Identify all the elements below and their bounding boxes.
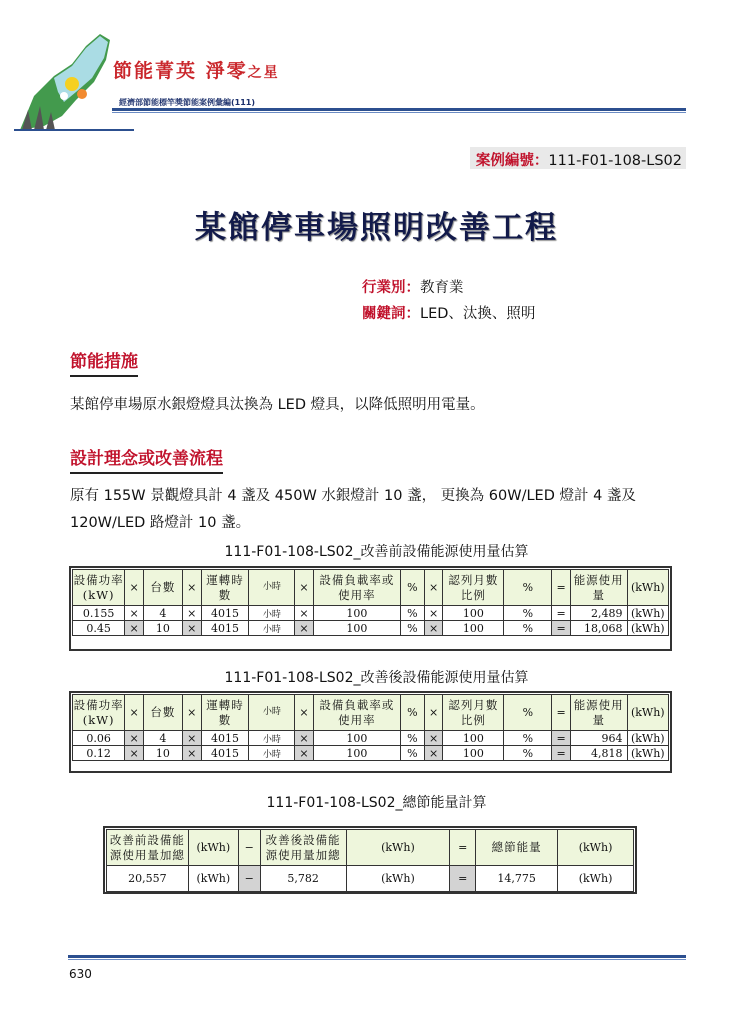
header-times: × <box>424 695 443 731</box>
table-before <box>72 569 669 636</box>
cell-recognition: 100 <box>443 606 504 621</box>
cell-hour-unit: 小時 <box>249 621 295 636</box>
table-row <box>73 731 669 746</box>
header-subtitle: 經濟部節能標竿獎節能案例彙編(111) <box>119 98 256 107</box>
cell-load: 100 <box>313 731 400 746</box>
page-number: 630 <box>69 967 92 981</box>
footer-rule <box>68 955 686 958</box>
cell-kwh: (kWh) <box>627 621 668 636</box>
header-equals: = <box>552 570 571 606</box>
cell-hours: 4015 <box>201 746 249 761</box>
cell-units: 10 <box>143 746 182 761</box>
section-heading-measures: 節能措施 <box>70 347 138 377</box>
cell-times: × <box>125 621 144 636</box>
header-power: 設備功率(kW) <box>73 695 125 731</box>
header-times: × <box>183 570 202 606</box>
header-kwh: (kWh) <box>627 695 668 731</box>
header-kwh: (kWh) <box>346 830 450 866</box>
table-header-row <box>73 695 669 731</box>
header-units: 台數 <box>143 695 182 731</box>
header-hour-unit: 小時 <box>249 570 295 606</box>
design-text-line-1: 原有 155W 景觀燈具計 4 盞及 450W 水銀燈計 10 盞， 更換為 60W/LED 燈計 4 盞及 <box>70 488 636 504</box>
cell-hour-unit: 小時 <box>249 606 295 621</box>
cell-times: × <box>424 746 443 761</box>
header-kwh: (kWh) <box>188 830 238 866</box>
header-times: × <box>424 570 443 606</box>
header-equals: = <box>450 830 476 866</box>
cell-percent: % <box>400 621 424 636</box>
table-total <box>106 829 634 892</box>
cell-times: × <box>183 731 202 746</box>
table-header-row <box>107 830 634 866</box>
header-load: 設備負載率或使用率 <box>313 695 400 731</box>
cell-times: × <box>295 621 314 636</box>
keywords-label: 關鍵詞： <box>362 306 420 322</box>
cell-equals: = <box>552 621 571 636</box>
table-after-caption: 111-F01-108-LS02_改善後設備能源使用量估算 <box>224 670 529 686</box>
cell-kwh: (kWh) <box>188 866 238 892</box>
cell-times: × <box>424 621 443 636</box>
header-hours: 運轉時數 <box>201 695 249 731</box>
cell-load: 100 <box>313 746 400 761</box>
header-equals: = <box>552 695 571 731</box>
cell-hours: 4015 <box>201 731 249 746</box>
cell-power: 0.06 <box>73 731 125 746</box>
header-savings: 總節能量 <box>476 830 558 866</box>
cell-after-total: 5,782 <box>260 866 346 892</box>
header-before-total: 改善前設備能源使用量加總 <box>107 830 189 866</box>
cell-energy: 18,068 <box>570 621 627 636</box>
header-energy: 能源使用量 <box>570 695 627 731</box>
cell-kwh: (kWh) <box>627 731 668 746</box>
cell-kwh: (kWh) <box>558 866 634 892</box>
footer-rule-thin <box>68 959 686 960</box>
table-total-caption: 111-F01-108-LS02_總節能量計算 <box>266 795 487 811</box>
header-recognition: 認列月數比例 <box>443 695 504 731</box>
keywords-line <box>362 302 535 323</box>
header-recognition: 認列月數比例 <box>443 570 504 606</box>
cell-percent: % <box>504 606 552 621</box>
cell-equals: = <box>552 731 571 746</box>
header-hour-unit: 小時 <box>249 695 295 731</box>
header-times: × <box>295 695 314 731</box>
cell-percent: % <box>400 746 424 761</box>
cell-kwh: (kWh) <box>346 866 450 892</box>
cell-times: × <box>125 746 144 761</box>
header-units: 台數 <box>143 570 182 606</box>
design-text-line-2: 120W/LED 路燈計 10 盞。 <box>70 515 251 531</box>
industry-label: 行業別： <box>362 280 420 296</box>
table-after <box>72 694 669 761</box>
cell-equals: = <box>450 866 476 892</box>
cell-recognition: 100 <box>443 621 504 636</box>
cell-percent: % <box>504 621 552 636</box>
cell-recognition: 100 <box>443 731 504 746</box>
cell-equals: = <box>552 606 571 621</box>
cell-percent: % <box>504 731 552 746</box>
measures-text: 某館停車場原水銀燈燈具汰換為 LED 燈具，以降低照明用電量。 <box>70 397 485 413</box>
header-times: × <box>183 695 202 731</box>
header-minus: − <box>238 830 260 866</box>
industry-value: 教育業 <box>420 280 464 296</box>
cell-power: 0.12 <box>73 746 125 761</box>
header-hours: 運轉時數 <box>201 570 249 606</box>
cell-times: × <box>125 731 144 746</box>
section-heading-design: 設計理念或改善流程 <box>70 444 223 474</box>
header-percent: % <box>504 695 552 731</box>
cell-energy: 4,818 <box>570 746 627 761</box>
keywords-value: LED、汰換、照明 <box>420 306 536 322</box>
cell-percent: % <box>400 731 424 746</box>
table-header-row <box>73 570 669 606</box>
cell-times: × <box>424 606 443 621</box>
cell-times: × <box>295 731 314 746</box>
table-row <box>73 746 669 761</box>
cell-recognition: 100 <box>443 746 504 761</box>
cell-hour-unit: 小時 <box>249 746 295 761</box>
cell-hours: 4015 <box>201 621 249 636</box>
cell-minus: − <box>238 866 260 892</box>
cell-percent: % <box>400 606 424 621</box>
table-row <box>73 621 669 636</box>
case-number-value: 111-F01-108-LS02 <box>548 153 682 169</box>
header-load: 設備負載率或使用率 <box>313 570 400 606</box>
cell-load: 100 <box>313 621 400 636</box>
case-number <box>470 147 686 169</box>
cell-kwh: (kWh) <box>627 606 668 621</box>
cell-power: 0.45 <box>73 621 125 636</box>
cell-hour-unit: 小時 <box>249 731 295 746</box>
case-number-label: 案例編號： <box>475 153 549 169</box>
cell-times: × <box>183 606 202 621</box>
cell-load: 100 <box>313 606 400 621</box>
header-percent: % <box>400 570 424 606</box>
industry-line <box>362 276 464 297</box>
cell-times: × <box>424 731 443 746</box>
cell-savings: 14,775 <box>476 866 558 892</box>
header-energy: 能源使用量 <box>570 570 627 606</box>
cell-energy: 964 <box>570 731 627 746</box>
brand-title: 節能菁英 淨零之星 <box>113 60 280 82</box>
cell-times: × <box>125 606 144 621</box>
cell-times: × <box>183 746 202 761</box>
header-power: 設備功率(kW) <box>73 570 125 606</box>
cell-equals: = <box>552 746 571 761</box>
table-row <box>107 866 634 892</box>
header-times: × <box>125 570 144 606</box>
cell-power: 0.155 <box>73 606 125 621</box>
cell-times: × <box>295 606 314 621</box>
header-after-total: 改善後設備能源使用量加總 <box>260 830 346 866</box>
page-title: 某館停車場照明改善工程 <box>195 210 558 246</box>
cell-times: × <box>295 746 314 761</box>
cell-kwh: (kWh) <box>627 746 668 761</box>
header-percent: % <box>400 695 424 731</box>
cell-before-total: 20,557 <box>107 866 189 892</box>
header-percent: % <box>504 570 552 606</box>
cell-energy: 2,489 <box>570 606 627 621</box>
table-before-caption: 111-F01-108-LS02_改善前設備能源使用量估算 <box>224 544 529 560</box>
header-kwh: (kWh) <box>558 830 634 866</box>
cell-units: 4 <box>143 731 182 746</box>
header-rule <box>112 108 686 111</box>
table-row <box>73 606 669 621</box>
cell-times: × <box>183 621 202 636</box>
header-kwh: (kWh) <box>627 570 668 606</box>
header-rule-thin <box>112 112 686 113</box>
cell-units: 4 <box>143 606 182 621</box>
cell-percent: % <box>504 746 552 761</box>
cell-units: 10 <box>143 621 182 636</box>
header-times: × <box>125 695 144 731</box>
header-times: × <box>295 570 314 606</box>
cell-hours: 4015 <box>201 606 249 621</box>
